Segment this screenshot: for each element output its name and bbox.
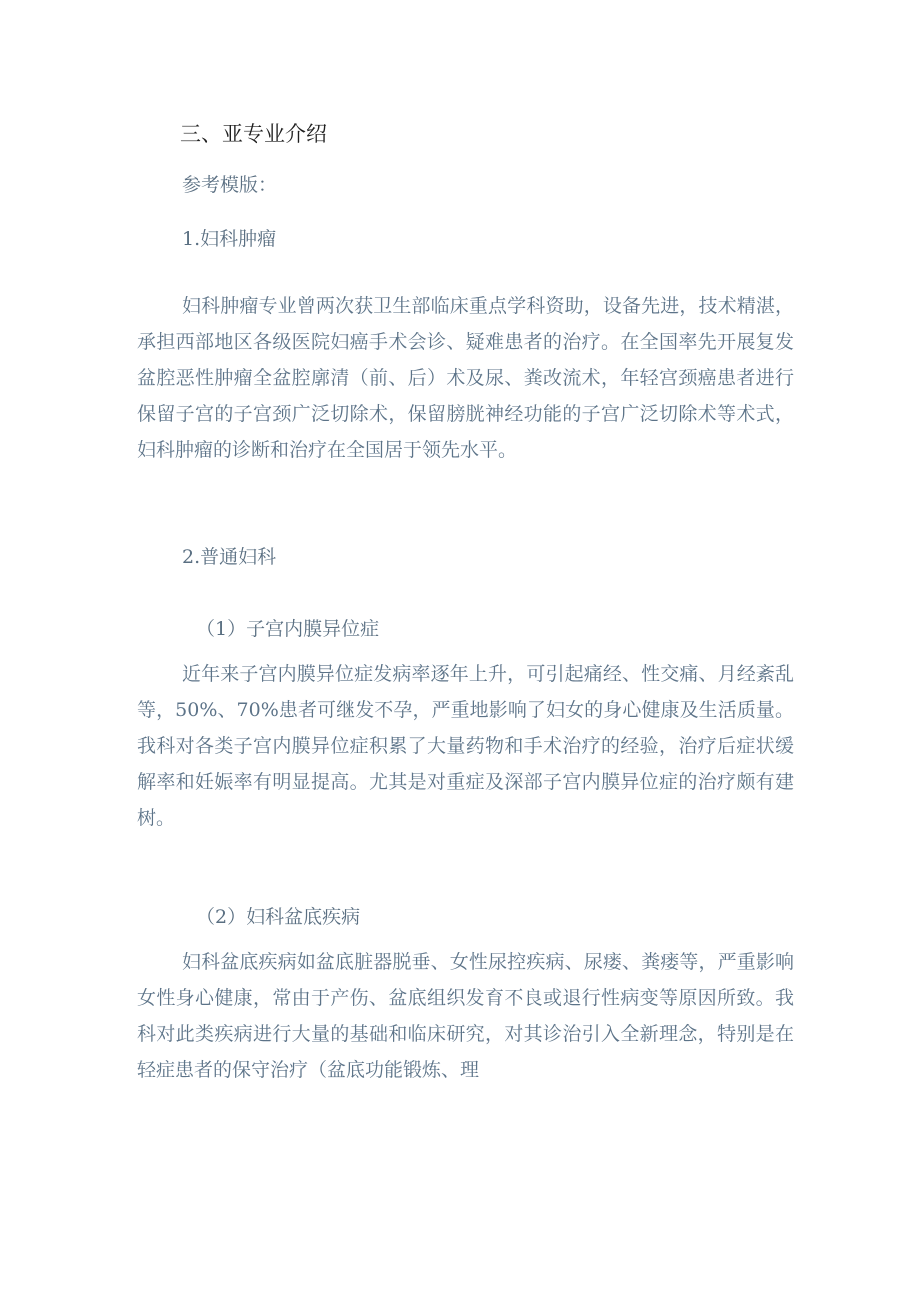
item-1-body: 近年来子宫内膜异位症发病率逐年上升，可引起痛经、性交痛、月经紊乱等，50%、70%患者可继发不孕，严重地影响了妇女的身心健康及生活质量。我科对各类子宫内膜异位症积累了大量药物和手术治疗的经验，治疗后症状缓解率和妊娠率有明显提高。尤其是对重症及深部子宫内膜异位症的治疗颇有建树。	[137, 663, 794, 829]
subsection-2-title: 2.普通妇科	[182, 546, 277, 568]
item-1-title: （1）子宫内膜异位症	[196, 618, 380, 640]
template-label: 参考模版：	[182, 174, 278, 196]
subsection-1-body: 妇科肿瘤专业曾两次获卫生部临床重点学科资助，设备先进，技术精湛，承担西部地区各级医院妇癌手术会诊、疑难患者的治疗。在全国率先开展复发盆腔恶性肿瘤全盆腔廓清（前、后）术及尿、粪改流术，年轻宫颈癌患者进行保留子宫的子宫颈广泛切除术，保留膀胱神经功能的子宫广泛切除术等术式，妇科肿瘤的诊断和治疗在全国居于领先水平。	[137, 295, 794, 461]
section-heading: 三、亚专业介绍	[180, 122, 327, 146]
item-2-title: （2）妇科盆底疾病	[196, 906, 361, 928]
item-2-body: 妇科盆底疾病如盆底脏器脱垂、女性尿控疾病、尿瘘、粪瘘等，严重影响女性身心健康，常由于产伤、盆底组织发育不良或退行性病变等原因所致。我科对此类疾病进行大量的基础和临床研究，对其诊治引入全新理念，特别是在轻症患者的保守治疗（盆底功能锻炼、理	[137, 951, 794, 1081]
subsection-1-title: 1.妇科肿瘤	[182, 228, 277, 250]
